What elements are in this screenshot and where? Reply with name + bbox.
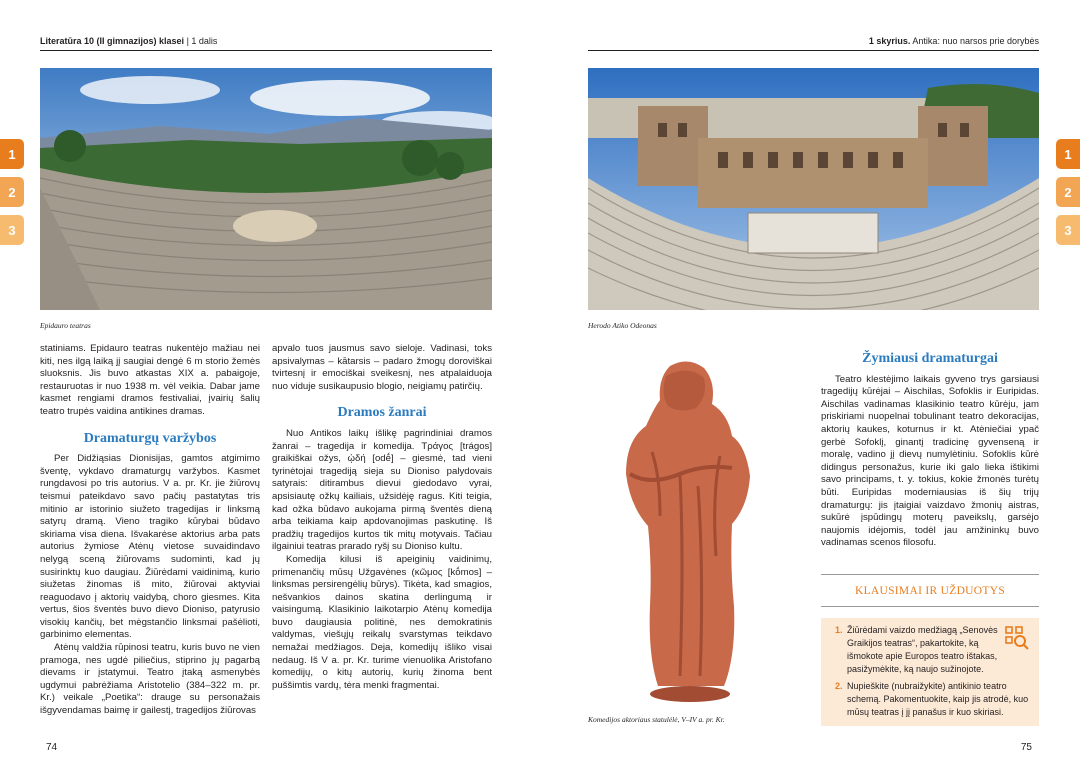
running-head-right: [869, 36, 1039, 46]
chapter-title: Antika: nuo narsos prie dorybės: [910, 36, 1039, 46]
page-number-right: 75: [1020, 742, 1032, 753]
qr-search-icon[interactable]: [1005, 626, 1029, 650]
section-heading-contests: Dramaturgų varžybos: [83, 430, 217, 446]
right-page: [540, 0, 1080, 782]
statuette-caption: Komedijos aktoriaus statulėlė, V–IV a. pr. Kr.: [588, 715, 725, 724]
chapter-tab-3-right[interactable]: 3: [1056, 215, 1080, 245]
questions-box: [821, 618, 1039, 726]
paragraph: Atėnų valdžia rūpinosi teatru, kuris buvo ne vien pramoga, nes ugdė piliečius, stiprino jų pagarbą dievams ir įstatymui. Teatro įtaką asmenybės ugdymui pabrėžiama Aristotelio (384–322 m. pr. Kr.) veikale „Poetika“: drauge su personažais išgyvendamas baimę ir gailestį, tragedijos žiūrovas: [40, 642, 260, 717]
paragraph: apvalo tuos jausmus savo sieloje. Vadinasi, toks apsivalymas – kātarsis – padaro žmogų doroviškai tvirtesnį ir emociškai sveikesnį, nes atpalaiduoja nuo viduje susikaupusio blogio, neigiamų patirčių.: [272, 343, 492, 392]
chapter-tab-1[interactable]: 1: [0, 139, 24, 169]
statuette-image: [600, 356, 770, 710]
header-rule: [588, 50, 1039, 51]
questions-title: KLAUSIMAI IR UŽDUOTYS: [854, 585, 1006, 597]
question-item: 1. Žiūrėdami vaizdo medžiagą „Senovės Graikijos teatras“, pakartokite, ką išmokote apie Europos teatro ištakas, pasižymėkite, ką naujo sužinojote.: [835, 625, 998, 674]
head-separator: |: [184, 36, 192, 46]
running-head-left: [40, 36, 217, 46]
chapter-label: 1 skyrius.: [868, 36, 911, 46]
epidaurus-photo: [40, 68, 492, 310]
questions-bottom-rule: [821, 606, 1039, 607]
section-heading-dramatists: Žymiausi dramaturgai: [862, 351, 998, 366]
questions-top-rule: [821, 574, 1039, 575]
chapter-tab-3[interactable]: 3: [0, 215, 24, 245]
header-rule: [40, 50, 492, 51]
odeon-photo: [588, 68, 1039, 310]
paragraph: Teatro klestėjimo laikais gyveno trys garsiausi tragedijų kūrėjai – Aischilas, Sofoklis ir Euripidas. Aischilas vadinamas klasikinio teatro kūrėju, jam priskiriami nuopelnai tobulinant teatro dekoracijas, aktorių kaukes, koturnus ir kt. Atėniečiai ypač gerbė Sofoklį, ginantį tradicinę gyvenseną ir moralę, vadino jį dievų numylėtiniu. Sofoklis kūrė didingus personažus, kurie iki galo lieka ištikimi savo principams, t. y. tokius, kokie žmonės turėtų būti. Euripidas moderniausias iš šių trijų dramaturgų: jis įtaigiai vaizdavo žmonių aistras, sukūrė įspūdingų moterų paveikslų, garsėjo naujomis idėjomis, todėl jau amžininkų buvo vadinamas scenos filosofu.: [821, 373, 1039, 549]
page-number-left: 74: [46, 742, 58, 753]
photo-caption-epidaurus: Epidauro teatras: [40, 321, 91, 330]
left-column-1: [40, 343, 260, 718]
chapter-tab-1-right[interactable]: 1: [1056, 139, 1080, 169]
book-title: Literatūra 10 (II gimnazijos) klasei: [40, 36, 185, 46]
book-part: 1 dalis: [191, 36, 218, 46]
paragraph: Komedija kilusi iš apeiginių vaidinimų, primenančių mūsų Užgavėnes (κῶμος [kṓmos] – linksmas persirengėlių būrys). Tikėta, kad smagios, nešvankios dainos skatina derlingumą ir vaisingumą. Klasikinio laikotarpio Atėnų komedija buvo daugiausia politinė, nes demokratinis valdymas, viešųjų reikalų svarstymas teikdavo nemažai medžiagos. Deja, komedijų išliko visai nedaug. Iš V a. pr. Kr. turime vienuolika Aristofano komedijų, o kitų autorių, kurių žinoma bent puššimtis vardų, tėra menki fragmentai.: [272, 553, 492, 691]
photo-caption-odeon: Herodo Atiko Odeonas: [588, 321, 657, 330]
question-item: 2. Nupieškite (nubraižykite) antikinio teatro schemą. Pakomentuokite, kaip jis atrodė, kuo mūsų teatras į jį panašus ir kuo skiriasi.: [835, 681, 1029, 717]
chapter-tab-2-right[interactable]: 2: [1056, 177, 1080, 207]
chapter-tab-2[interactable]: 2: [0, 177, 24, 207]
section-heading-genres: Dramos žanrai: [337, 405, 427, 421]
paragraph: Per Didžiąsias Dionisijas, gamtos atgimimo šventę, vykdavo dramaturgų varžybos. Kasmet rungdavosi po tris autorius. V a. pr. Kr. jie žiūrovų teismui pateikdavo savo pačių pastatytas tris mitinio ar istorinio siužeto tragedijas ir linksmą satyrų dramą. Vieno tragiko kūrybai būdavo skiriama visa diena. Išvakarėse aktorius arba pats autorius žymiose Atėnų vietose suvaidindavo nelygą sceną žiūrovams sudominti, kad jų susirinktų kuo daugiau. Žiūrėdami vaidinimą, kurio siužetas žinomas iš mito, žiūrovai aktyviai reaguodavo į aktorių vaidybą, choro giesmes. Kita vertus, šios šventės buvo dievo Dioniso, patyrusio visokių kančių, bet mėgstančio linksmai pašėlioti, garbinimo elementas.: [40, 453, 260, 641]
left-column-2: [272, 343, 492, 692]
paragraph: Nuo Antikos laikų išlikę pagrindiniai dramos žanrai – tragedija ir komedija. Τράγος [trágos] graikiškai ožys, ᾠδή [odḗ] – giesmė, tad vieni tyrinėtojai tragediją sieja su Dioniso palydovais satyrais: ditirambus dievui giedodavo vyrai, apsisiautę ožkų kailiais, užsidėję ragus. Kiti teigia, kad ožka būdavo aukojama pirmą šventės dieną arba teikiama kaip apdovanojimas paskutinę. Iš pradžių tragedijos kurtos tik mitų motyvais. Tačiau ilgainiui teatras prarado ryšį su Dioniso kultu.: [272, 427, 492, 553]
paragraph: statiniams. Epidauro teatras nukentėjo mažiau nei kiti, nes ilgą laiką jį saugiai dengė 6 m storio žemės sluoksnis. Jis buvo atkastas XIX a. pabaigoje, restauruotas ir nuo 1938 m. vėl veikia. Dabar jame kasmet rengiami dramos festivaliai, įvairių šalių teatro trupės vaidina antikines dramas.: [40, 343, 260, 417]
right-column: [821, 343, 1039, 550]
questions-list: [835, 624, 1029, 719]
